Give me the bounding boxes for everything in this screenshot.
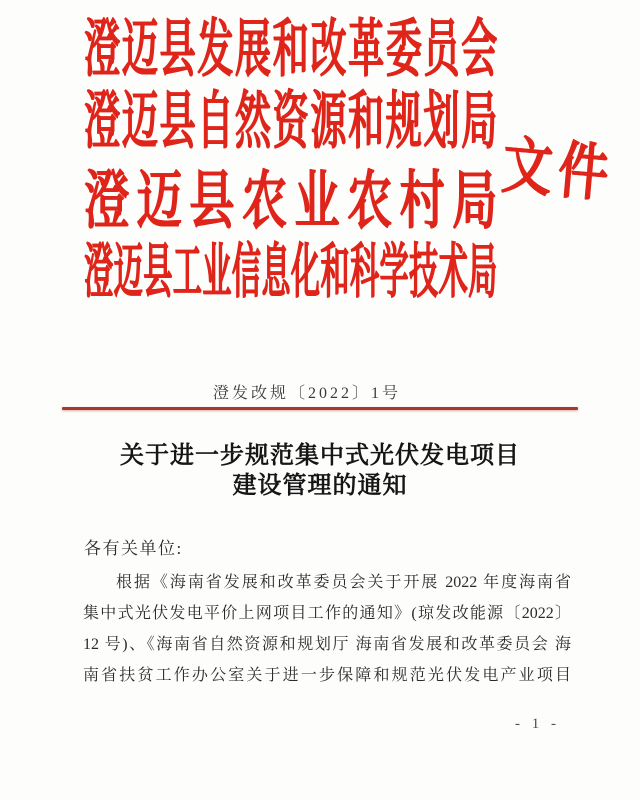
body-line-1: 根据《海南省发展和改革委员会关于开展 2022 年度海南省: [116, 574, 571, 591]
page-number: - 1 -: [515, 716, 560, 732]
body-line-4: 南省扶贫工作办公室关于进一步保障和规范光伏发电产业项目: [83, 667, 571, 684]
body-line-2: 集中式光伏发电平价上网项目工作的通知》(琼发改能源〔2022〕: [83, 605, 571, 622]
letterhead-agency-4: 澄迈县工业信息化和科学技术局: [84, 240, 497, 307]
letterhead-agency-2: 澄迈县自然资源和规划局: [84, 86, 497, 157]
doc-type-stamp: 文件: [499, 130, 617, 210]
letterhead-agency-3: 澄迈县农业农村局: [84, 165, 497, 237]
letterhead-agency-1: 澄迈县发展和改革委员会: [84, 14, 497, 85]
red-divider-rule: [62, 407, 578, 410]
document-title-line-2: 建设管理的通知: [232, 473, 408, 499]
doc-reference-number: 澄发改规〔2022〕1号: [212, 385, 401, 402]
document-title: [0, 441, 640, 501]
body-paragraph: [83, 567, 571, 691]
salutation: 各有关单位:: [84, 539, 183, 558]
document-title-line-1: 关于进一步规范集中式光伏发电项目: [120, 443, 520, 469]
body-line-3: 12 号)、《海南省自然资源和规划厅 海南省发展和改革委员会 海: [83, 636, 571, 653]
